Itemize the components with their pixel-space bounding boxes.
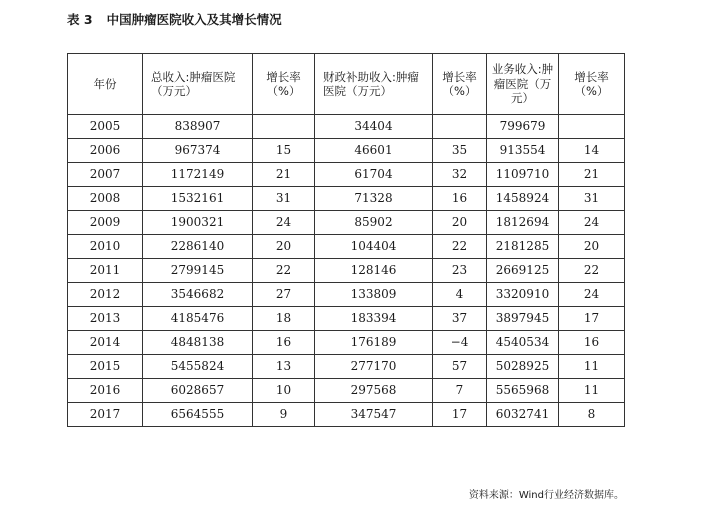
total-growth-cell: 15 bbox=[253, 139, 315, 163]
business-revenue-cell: 2669125 bbox=[487, 259, 559, 283]
table-row bbox=[68, 355, 625, 379]
total-growth-cell: 21 bbox=[253, 163, 315, 187]
business-growth-cell: 21 bbox=[559, 163, 625, 187]
subsidy-cell: 34404 bbox=[315, 115, 433, 139]
subsidy-growth-cell: 23 bbox=[433, 259, 487, 283]
business-revenue-cell: 1109710 bbox=[487, 163, 559, 187]
business-revenue-cell: 5028925 bbox=[487, 355, 559, 379]
business-revenue-cell: 4540534 bbox=[487, 331, 559, 355]
total-revenue-cell: 1900321 bbox=[143, 211, 253, 235]
total-revenue-cell: 3546682 bbox=[143, 283, 253, 307]
year-cell: 2007 bbox=[68, 163, 143, 187]
table-row bbox=[68, 163, 625, 187]
header-total-growth: 增长率（%） bbox=[253, 54, 315, 115]
business-revenue-cell: 5565968 bbox=[487, 379, 559, 403]
subsidy-cell: 297568 bbox=[315, 379, 433, 403]
year-cell: 2017 bbox=[68, 403, 143, 427]
business-growth-cell: 11 bbox=[559, 379, 625, 403]
total-growth-cell: 18 bbox=[253, 307, 315, 331]
table-header-row bbox=[68, 54, 625, 115]
business-revenue-cell: 1458924 bbox=[487, 187, 559, 211]
business-growth-cell: 17 bbox=[559, 307, 625, 331]
total-growth-cell: 22 bbox=[253, 259, 315, 283]
year-cell: 2008 bbox=[68, 187, 143, 211]
table-row bbox=[68, 211, 625, 235]
subsidy-growth-cell: 22 bbox=[433, 235, 487, 259]
business-growth-cell: 22 bbox=[559, 259, 625, 283]
year-cell: 2013 bbox=[68, 307, 143, 331]
subsidy-cell: 71328 bbox=[315, 187, 433, 211]
total-revenue-cell: 1532161 bbox=[143, 187, 253, 211]
header-subsidy-growth: 增长率（%） bbox=[433, 54, 487, 115]
subsidy-cell: 183394 bbox=[315, 307, 433, 331]
total-revenue-cell: 4185476 bbox=[143, 307, 253, 331]
total-growth-cell: 24 bbox=[253, 211, 315, 235]
total-growth-cell: 31 bbox=[253, 187, 315, 211]
header-business-revenue: 业务收入:肿瘤医院（万元） bbox=[487, 54, 559, 115]
total-revenue-cell: 5455824 bbox=[143, 355, 253, 379]
business-growth-cell: 20 bbox=[559, 235, 625, 259]
table-row bbox=[68, 307, 625, 331]
total-growth-cell: 20 bbox=[253, 235, 315, 259]
total-growth-cell: 27 bbox=[253, 283, 315, 307]
total-revenue-cell: 2286140 bbox=[143, 235, 253, 259]
table-body bbox=[68, 115, 625, 427]
table-row bbox=[68, 259, 625, 283]
total-growth-cell: 10 bbox=[253, 379, 315, 403]
year-cell: 2009 bbox=[68, 211, 143, 235]
subsidy-growth-cell: 35 bbox=[433, 139, 487, 163]
subsidy-growth-cell bbox=[433, 115, 487, 139]
total-growth-cell: 9 bbox=[253, 403, 315, 427]
year-cell: 2011 bbox=[68, 259, 143, 283]
table-row bbox=[68, 403, 625, 427]
table-row bbox=[68, 139, 625, 163]
subsidy-growth-cell: 57 bbox=[433, 355, 487, 379]
subsidy-growth-cell: 32 bbox=[433, 163, 487, 187]
business-growth-cell: 31 bbox=[559, 187, 625, 211]
subsidy-growth-cell: 16 bbox=[433, 187, 487, 211]
business-revenue-cell: 2181285 bbox=[487, 235, 559, 259]
subsidy-cell: 61704 bbox=[315, 163, 433, 187]
business-growth-cell: 16 bbox=[559, 331, 625, 355]
year-cell: 2006 bbox=[68, 139, 143, 163]
subsidy-cell: 104404 bbox=[315, 235, 433, 259]
table-caption bbox=[67, 10, 282, 28]
year-cell: 2016 bbox=[68, 379, 143, 403]
subsidy-cell: 133809 bbox=[315, 283, 433, 307]
subsidy-growth-cell: 20 bbox=[433, 211, 487, 235]
business-growth-cell bbox=[559, 115, 625, 139]
table-number: 表 3 bbox=[67, 12, 93, 27]
total-revenue-cell: 838907 bbox=[143, 115, 253, 139]
business-growth-cell: 14 bbox=[559, 139, 625, 163]
year-cell: 2014 bbox=[68, 331, 143, 355]
business-revenue-cell: 913554 bbox=[487, 139, 559, 163]
year-cell: 2012 bbox=[68, 283, 143, 307]
total-revenue-cell: 4848138 bbox=[143, 331, 253, 355]
subsidy-cell: 128146 bbox=[315, 259, 433, 283]
table-row bbox=[68, 379, 625, 403]
subsidy-growth-cell: −4 bbox=[433, 331, 487, 355]
header-total-revenue: 总收入:肿瘤医院（万元） bbox=[143, 54, 253, 115]
subsidy-cell: 85902 bbox=[315, 211, 433, 235]
subsidy-cell: 347547 bbox=[315, 403, 433, 427]
header-year: 年份 bbox=[68, 54, 143, 115]
business-revenue-cell: 6032741 bbox=[487, 403, 559, 427]
business-revenue-cell: 799679 bbox=[487, 115, 559, 139]
subsidy-growth-cell: 37 bbox=[433, 307, 487, 331]
business-growth-cell: 24 bbox=[559, 283, 625, 307]
business-revenue-cell: 1812694 bbox=[487, 211, 559, 235]
source-note: 资料来源：Wind行业经济数据库。 bbox=[468, 490, 624, 501]
subsidy-growth-cell: 17 bbox=[433, 403, 487, 427]
total-revenue-cell: 2799145 bbox=[143, 259, 253, 283]
header-fiscal-subsidy: 财政补助收入:肿瘤医院（万元） bbox=[315, 54, 433, 115]
hospital-revenue-table bbox=[67, 53, 625, 427]
total-revenue-cell: 6028657 bbox=[143, 379, 253, 403]
total-revenue-cell: 1172149 bbox=[143, 163, 253, 187]
total-growth-cell: 13 bbox=[253, 355, 315, 379]
table-row bbox=[68, 283, 625, 307]
total-revenue-cell: 6564555 bbox=[143, 403, 253, 427]
subsidy-cell: 176189 bbox=[315, 331, 433, 355]
year-cell: 2010 bbox=[68, 235, 143, 259]
year-cell: 2015 bbox=[68, 355, 143, 379]
header-business-growth: 增长率（%） bbox=[559, 54, 625, 115]
business-growth-cell: 11 bbox=[559, 355, 625, 379]
table-row bbox=[68, 187, 625, 211]
business-revenue-cell: 3897945 bbox=[487, 307, 559, 331]
table-row bbox=[68, 331, 625, 355]
table-title: 中国肿瘤医院收入及其增长情况 bbox=[106, 12, 282, 27]
business-growth-cell: 8 bbox=[559, 403, 625, 427]
subsidy-growth-cell: 7 bbox=[433, 379, 487, 403]
total-revenue-cell: 967374 bbox=[143, 139, 253, 163]
business-revenue-cell: 3320910 bbox=[487, 283, 559, 307]
year-cell: 2005 bbox=[68, 115, 143, 139]
total-growth-cell: 16 bbox=[253, 331, 315, 355]
business-growth-cell: 24 bbox=[559, 211, 625, 235]
table-row bbox=[68, 235, 625, 259]
subsidy-growth-cell: 4 bbox=[433, 283, 487, 307]
subsidy-cell: 46601 bbox=[315, 139, 433, 163]
total-growth-cell bbox=[253, 115, 315, 139]
subsidy-cell: 277170 bbox=[315, 355, 433, 379]
table-row bbox=[68, 115, 625, 139]
